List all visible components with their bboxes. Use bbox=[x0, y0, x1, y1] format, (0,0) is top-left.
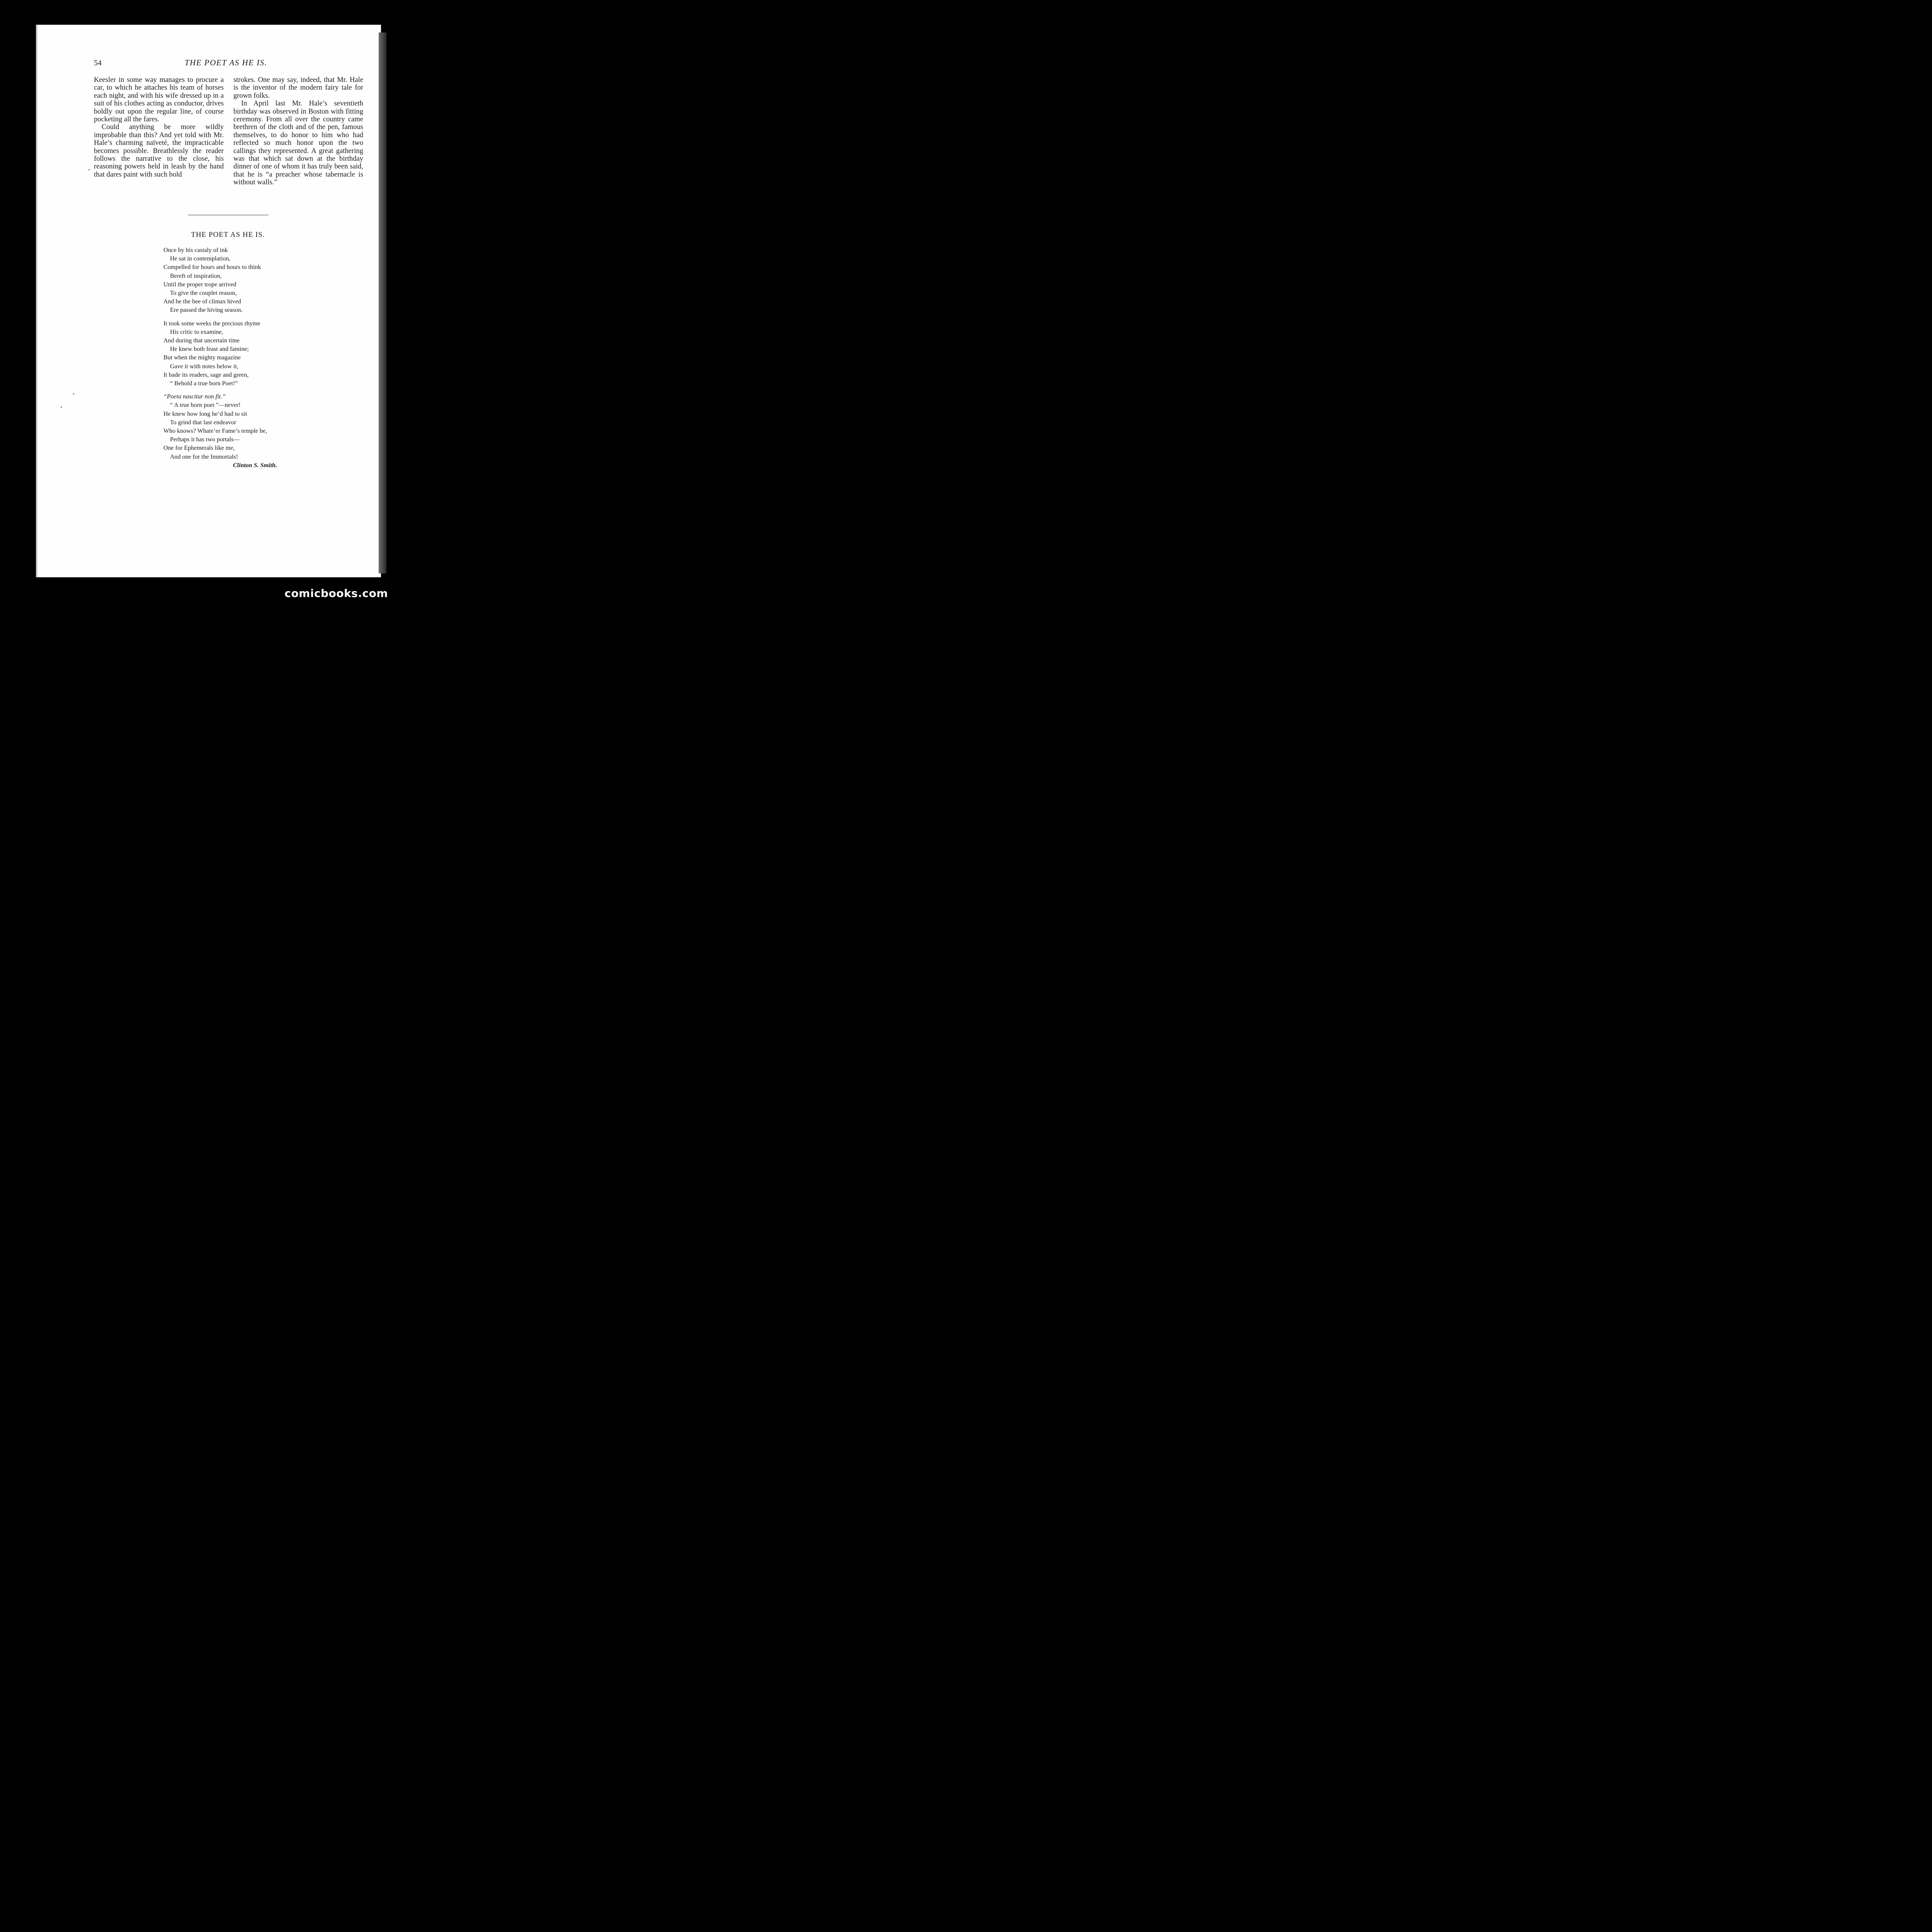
poem-line: Ere passed the hiving season. bbox=[170, 307, 243, 314]
paragraph: In April last Mr. Hale’s seventieth birthday was observed in Boston with fitting ceremony. From all over the country came brethren of the cloth and of the pen, famous themselves, to do honor to him who had reflected so much honor upon the two callings they represented. A great gathering was that which sat down at the birthday dinner of one of whom it has truly been said, that he is “a preacher whose tabernacle is without walls.” bbox=[233, 99, 363, 187]
poem-stanza bbox=[163, 320, 303, 388]
page-number: 54 bbox=[94, 59, 102, 67]
poem-title: THE POET AS HE IS. bbox=[191, 231, 265, 239]
running-title: THE POET AS HE IS. bbox=[185, 58, 267, 67]
poem-line: Perhaps it has two portals— bbox=[170, 436, 240, 443]
site-watermark: comicbooks.com bbox=[284, 587, 388, 600]
poem-line: Who knows? Whate’er Fame’s temple be, bbox=[163, 428, 267, 435]
page-gutter-shadow bbox=[379, 32, 386, 573]
poem-line: But when the mighty magazine bbox=[163, 354, 241, 361]
poem-line: His critic to examine, bbox=[170, 328, 223, 335]
poem-line: It bade its readers, sage and green, bbox=[163, 371, 249, 378]
poem-line: He sat in contemplation, bbox=[170, 255, 231, 262]
poem-line: He knew how long he’d had to sit bbox=[163, 410, 247, 417]
page-header bbox=[94, 58, 364, 70]
poem-line: And during that uncertain time bbox=[163, 337, 240, 344]
poem-line: And he the bee of climax hived bbox=[163, 298, 241, 305]
print-speck bbox=[61, 406, 62, 408]
poem-stanza bbox=[163, 393, 303, 461]
poem-line: He knew both feast and famine; bbox=[170, 346, 249, 353]
poem-line: “Poeta nascitur non fit.” bbox=[163, 393, 226, 400]
paragraph: Could anything be more wildly improbable than this? And yet told with Mr. Hale’s charming naïveté, the impracticable becomes possible. Breathlessly the reader follows the narrative to the close, his reasoning powers held in leash by the hand that dares paint with such bold bbox=[94, 123, 224, 179]
poem-line: Gave it with notes below it, bbox=[170, 363, 238, 370]
poem-line: Once by his castaly of ink bbox=[163, 247, 228, 253]
poem-line: Bereft of inspiration, bbox=[170, 272, 222, 279]
poem-stanza bbox=[163, 246, 303, 315]
print-speck bbox=[73, 393, 74, 395]
paragraph: Keesler in some way manages to procure a car, to which he attaches his team of horses each night, and with his wife dressed up in a suit of his clothes acting as conductor, drives boldly out upon the regular line, of course pocketing all the fares. bbox=[94, 76, 224, 124]
page-edge bbox=[36, 25, 37, 577]
article-right-column bbox=[233, 76, 363, 187]
article-left-column bbox=[94, 76, 224, 179]
poem-line: To give the couplet reason, bbox=[170, 290, 237, 297]
poem-attribution: Clinton S. Smith. bbox=[233, 462, 277, 469]
poem-line: It took some weeks the precious rhyme bbox=[163, 320, 260, 327]
poem-line: Until the proper trope arrived bbox=[163, 281, 236, 288]
poem-line: One for Ephemerals like me, bbox=[163, 445, 235, 452]
poem-line: “ A true born poet ”—never! bbox=[170, 402, 241, 409]
print-speck bbox=[88, 169, 90, 170]
poem-line: And one for the Immortals! bbox=[170, 453, 238, 460]
poem-body bbox=[163, 246, 303, 466]
poem-line: “ Behold a true born Poet!” bbox=[170, 380, 238, 387]
paragraph: strokes. One may say, indeed, that Mr. Hale is the inventor of the modern fairy tale for grown folks. bbox=[233, 76, 363, 100]
poem-line: To grind that last endeavor bbox=[170, 419, 236, 426]
poem-line: Compelled for hours and hours to think bbox=[163, 264, 261, 271]
